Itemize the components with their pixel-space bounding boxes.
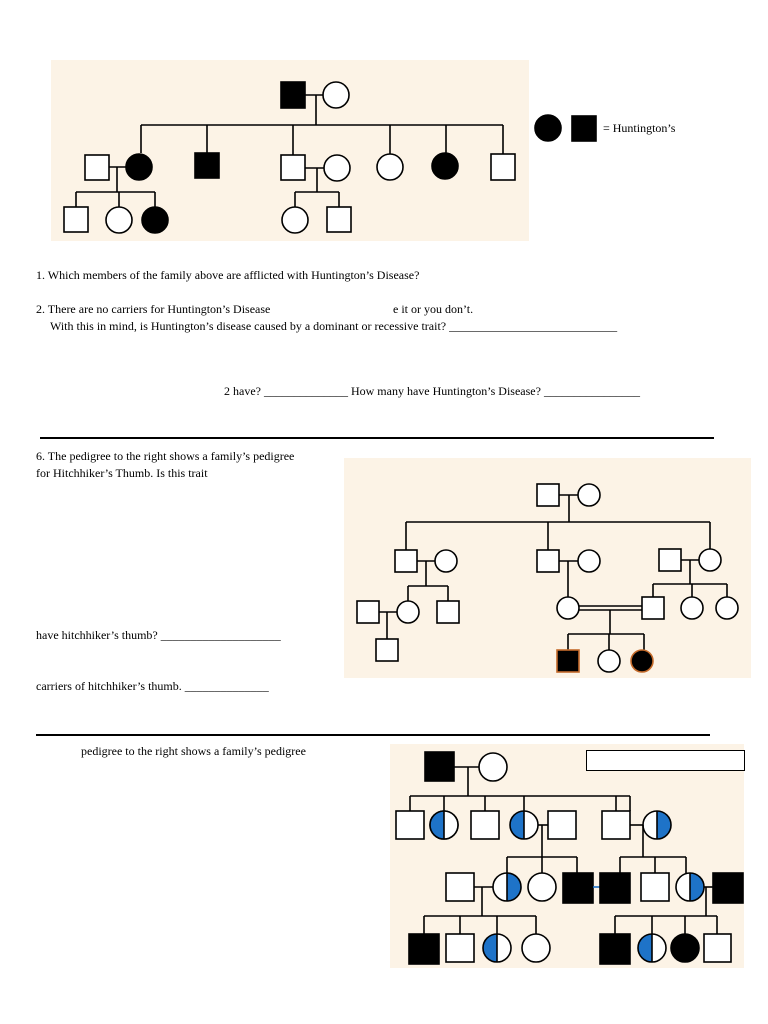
p3-gen1-father-affected bbox=[425, 752, 454, 781]
p3-gen4-son-2 bbox=[704, 934, 731, 962]
question-6-line-1: 6. The pedigree to the right shows a family’s pedigree bbox=[36, 449, 295, 463]
p3-gen2-son-1 bbox=[396, 811, 424, 839]
p3-gen1-mother bbox=[479, 753, 507, 781]
p3-gen2-son-2 bbox=[471, 811, 499, 839]
p3-gen3-daughter-carrier-1 bbox=[493, 873, 521, 901]
question-2-part-b: e it or you don’t. bbox=[393, 302, 474, 316]
have-hitchhikers-thumb-line: have hitchhiker’s thumb? ____________________ bbox=[36, 628, 281, 642]
section-3-intro: pedigree to the right shows a family’s pedigree bbox=[81, 744, 306, 758]
p3-gen3-daughter-2 bbox=[528, 873, 556, 901]
p3-gen2-husband-2 bbox=[548, 811, 576, 839]
p3-gen4-son-affected-1 bbox=[409, 934, 439, 964]
p3-gen2-husband-3 bbox=[602, 811, 630, 839]
carriers-line: carriers of hitchhiker’s thumb. ______________ bbox=[36, 679, 269, 693]
question-count: 2 have? ______________ How many have Huntington’s Disease? ________________ bbox=[224, 384, 640, 398]
p3-gen2-daughter-carrier-2 bbox=[510, 811, 538, 839]
p3-gen2-daughter-carrier-1 bbox=[430, 811, 458, 839]
p3-gen3-daughter-carrier-3 bbox=[676, 873, 704, 901]
p3-gen3-son-3 bbox=[641, 873, 669, 901]
question-2-line-2: With this in mind, is Huntington’s disease caused by a dominant or recessive trait? ____________________________ bbox=[50, 319, 618, 333]
p3-gen4-daughter-carrier-2 bbox=[638, 934, 666, 962]
question-1: 1. Which members of the family above are afflicted with Huntington’s Disease? bbox=[36, 268, 420, 282]
p3-gen3-son-affected-2 bbox=[600, 873, 630, 903]
question-6-line-2: for Hitchhiker’s Thumb. Is this trait bbox=[36, 466, 208, 480]
p3-gen3-son-affected-1 bbox=[563, 873, 593, 903]
p3-gen4-daughter-affected bbox=[671, 934, 699, 962]
p3-gen4-daughter-1 bbox=[522, 934, 550, 962]
question-2-part-a: 2. There are no carriers for Huntington’s Disease bbox=[36, 302, 271, 316]
p3-gen2-daughter-carrier-3 bbox=[643, 811, 671, 839]
p3-gen4-son-1 bbox=[446, 934, 474, 962]
legend-label: = Huntington’s bbox=[603, 121, 676, 135]
p3-gen4-daughter-carrier-1 bbox=[483, 934, 511, 962]
p3-gen3-husband-affected bbox=[713, 873, 743, 903]
p3-gen4-son-affected-2 bbox=[600, 934, 630, 964]
p3-gen3-husband-left bbox=[446, 873, 474, 901]
